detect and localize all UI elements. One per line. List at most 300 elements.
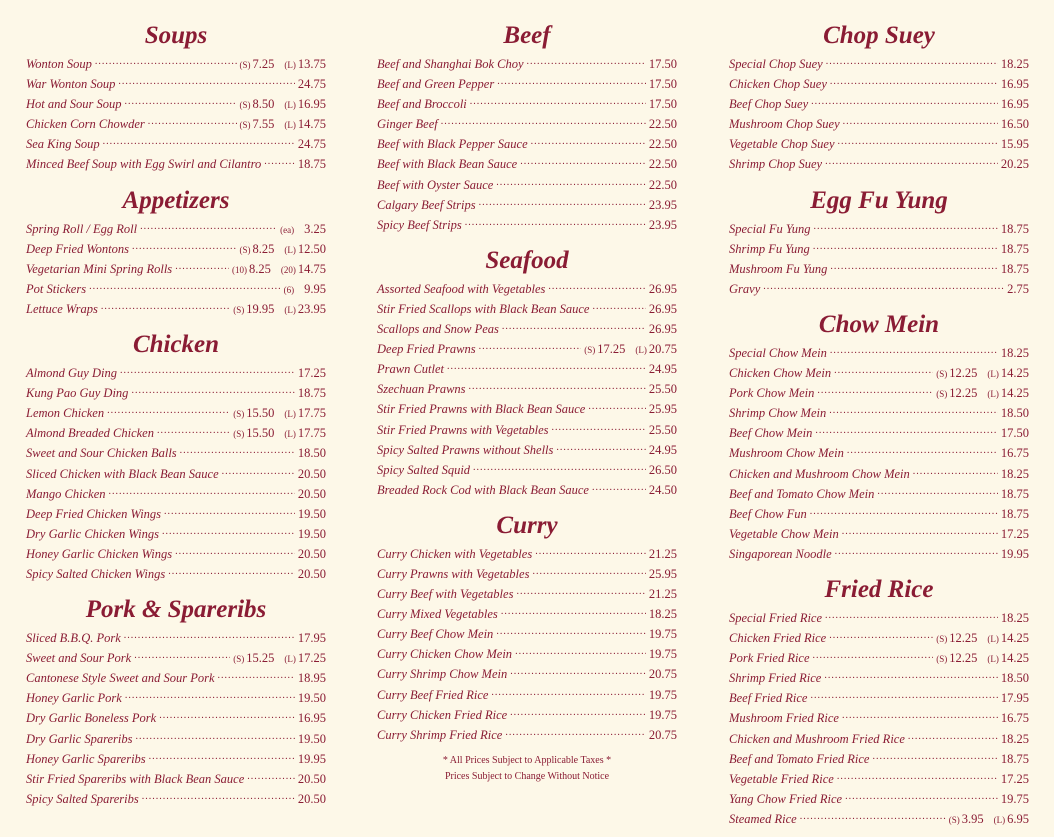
item-name: Special Fried Rice [729, 610, 823, 625]
menu-item [26, 154, 326, 174]
dot-leader [501, 604, 646, 618]
menu-item [377, 564, 677, 584]
menu-item [729, 809, 1029, 829]
item-price: 16.95 [1000, 97, 1029, 112]
item-name: Dry Garlic Chicken Wings [26, 526, 159, 541]
item-price: 17.95 [1000, 691, 1029, 706]
menu-item [26, 383, 326, 403]
item-name: Chicken Fried Rice [729, 631, 827, 646]
small-price [233, 648, 274, 669]
size-label-small: (S) [948, 814, 960, 825]
large-price-value: 13.75 [297, 57, 326, 71]
dot-leader [556, 440, 645, 454]
item-name: Gravy [729, 281, 761, 296]
item-name: Spicy Beef Strips [377, 217, 462, 232]
menu-item [729, 648, 1029, 668]
item-price: 15.95 [1000, 137, 1029, 152]
item-price: 22.50 [648, 137, 677, 152]
large-price [284, 403, 326, 424]
menu-item [377, 379, 677, 399]
menu-item [26, 789, 326, 809]
menu-item [729, 628, 1029, 648]
dot-leader [763, 279, 1004, 293]
item-name: Spicy Salted Chicken Wings [26, 566, 166, 581]
item-name: Stir Fried Prawns with Vegetables [377, 422, 549, 437]
menu-item [377, 440, 677, 460]
item-name: Shrimp Chop Suey [729, 157, 823, 172]
section-heading: Fried Rice [824, 575, 934, 603]
size-label-small: (S) [936, 654, 948, 665]
size-label-large: (L) [284, 244, 296, 255]
item-price: 17.25 [1000, 526, 1029, 541]
dot-leader [502, 319, 646, 333]
dot-leader [447, 359, 646, 373]
item-name: Special Fu Yung [729, 221, 811, 236]
item-price: 26.50 [648, 462, 677, 477]
menu-item [729, 708, 1029, 728]
portion-price-1 [232, 259, 271, 280]
menu-item [377, 460, 677, 480]
small-price-value: 12.25 [949, 651, 978, 666]
menu-item [729, 688, 1029, 708]
item-name: Sliced B.B.Q. Pork [26, 631, 121, 646]
item-price: 19.95 [297, 751, 326, 766]
menu-item [377, 299, 677, 319]
size-label-small: (S) [233, 429, 245, 440]
item-price: 16.75 [1000, 446, 1029, 461]
large-price-value: 23.95 [297, 301, 326, 316]
menu-item [377, 154, 677, 174]
item-name: Beef and Green Pepper [377, 77, 495, 92]
menu-item [729, 94, 1029, 114]
dot-leader [548, 279, 645, 293]
item-name: Szechuan Prawns [377, 382, 466, 397]
menu-item [729, 789, 1029, 809]
dot-leader [847, 443, 998, 457]
item-name: Yang Chow Fried Rice [729, 791, 843, 806]
dot-leader [124, 628, 295, 642]
item-name: War Wonton Soup [26, 77, 116, 92]
small-price [233, 299, 274, 320]
small-price [584, 339, 625, 360]
item-name: Mushroom Fried Rice [729, 711, 839, 726]
item-name: Shrimp Chow Mein [729, 406, 827, 421]
dot-leader [132, 239, 237, 253]
item-name: Mushroom Fu Yung [729, 261, 828, 276]
item-price: 25.95 [648, 566, 677, 581]
section-heading: Chicken [132, 331, 220, 359]
menu-item [729, 504, 1029, 524]
menu-item [729, 74, 1029, 94]
item-price: 20.50 [297, 466, 326, 481]
item-price: 19.75 [648, 647, 677, 662]
menu-item [26, 363, 326, 383]
item-price: 18.50 [1000, 671, 1029, 686]
item-name: Scallops and Snow Peas [377, 322, 499, 337]
large-price-value: 16.95 [297, 97, 326, 112]
dot-leader [109, 484, 295, 498]
item-name: Pork Fried Rice [729, 651, 810, 666]
size-label-large: (L) [284, 409, 296, 420]
item-name: Dry Garlic Spareribs [26, 731, 133, 746]
item-price: 19.50 [297, 506, 326, 521]
item-name: Beef Fried Rice [729, 691, 808, 706]
portion-price [284, 279, 326, 300]
menu-item [26, 524, 326, 544]
size-label-small: (S) [233, 654, 245, 665]
item-price: 20.50 [297, 771, 326, 786]
small-price-value: 12.25 [949, 386, 978, 401]
portion-label: (ea) [280, 224, 295, 235]
item-price: 18.50 [297, 446, 326, 461]
small-price [240, 239, 275, 260]
dot-leader [834, 363, 933, 377]
section-heading: Chow Mein [818, 310, 940, 338]
dot-leader [592, 299, 645, 313]
size-label-large: (L) [284, 654, 296, 665]
item-name: Assorted Seafood with Vegetables [377, 281, 546, 296]
portion-price [280, 219, 326, 240]
size-label-large: (L) [987, 654, 999, 665]
menu-item [377, 584, 677, 604]
item-name: Curry Chicken Fried Rice [377, 707, 508, 722]
size-label-small: (S) [233, 409, 245, 420]
dot-leader [592, 480, 646, 494]
item-name: Beef Chow Mein [729, 426, 813, 441]
small-price-value: 15.50 [246, 406, 275, 421]
menu-item [26, 628, 326, 648]
dot-leader [479, 195, 646, 209]
item-name: Stir Fried Spareribs with Black Bean Sauce [26, 771, 245, 786]
item-price: 23.95 [648, 217, 677, 232]
small-price-value: 15.50 [246, 426, 275, 441]
item-name: Honey Garlic Chicken Wings [26, 546, 173, 561]
large-price-value: 20.75 [648, 342, 677, 357]
item-name: Curry Chicken with Vegetables [377, 546, 533, 561]
item-price: 26.95 [648, 281, 677, 296]
item-name: Pot Stickers [26, 281, 87, 296]
item-price: 18.75 [1000, 241, 1029, 256]
item-name: Calgary Beef Strips [377, 197, 476, 212]
section-heading: Soups [144, 22, 208, 49]
item-name: Beef with Black Pepper Sauce [377, 137, 528, 152]
item-name: Lemon Chicken [26, 406, 105, 421]
size-label-small: (S) [936, 634, 948, 645]
item-name: Vegetarian Mini Spring Rolls [26, 261, 173, 276]
item-price: 16.50 [1000, 117, 1029, 132]
item-price: 25.50 [648, 382, 677, 397]
menu-item [26, 729, 326, 749]
dot-leader [120, 363, 295, 377]
dot-leader [222, 464, 295, 478]
item-price: 3.25 [304, 221, 326, 236]
menu-item [377, 685, 677, 705]
menu-item [377, 319, 677, 339]
menu-item [377, 339, 677, 359]
item-price: 20.50 [297, 486, 326, 501]
dot-leader [842, 708, 998, 722]
large-price [284, 114, 326, 135]
dot-leader [175, 259, 229, 273]
item-name: Shrimp Fu Yung [729, 241, 810, 256]
dot-leader [89, 279, 281, 293]
item-price: 20.50 [297, 791, 326, 806]
dot-leader [497, 74, 646, 88]
menu-column-left [26, 18, 326, 817]
menu-footer [377, 753, 677, 785]
dot-leader [837, 769, 998, 783]
dot-leader [164, 504, 295, 518]
dot-leader [175, 544, 295, 558]
item-price: 22.50 [648, 117, 677, 132]
item-name: Sea King Soup [26, 137, 100, 152]
dot-leader [531, 134, 646, 148]
menu-item [729, 729, 1029, 749]
item-name: Honey Garlic Spareribs [26, 751, 146, 766]
item-name: Cantonese Style Sweet and Sour Pork [26, 671, 215, 686]
item-price: 22.50 [648, 157, 677, 172]
dot-leader [510, 705, 646, 719]
dot-leader [470, 94, 646, 108]
menu-item [26, 544, 326, 564]
item-price: 20.50 [297, 546, 326, 561]
item-price: 24.95 [648, 442, 677, 457]
item-name: Beef Chow Fun [729, 506, 807, 521]
menu-item [729, 403, 1029, 423]
dot-leader [825, 608, 998, 622]
size-label-large: (L) [987, 634, 999, 645]
price-change-notice: Prices Subject to Change Without Notice [444, 770, 610, 782]
item-price: 19.75 [648, 707, 677, 722]
item-name: Deep Fried Prawns [377, 342, 476, 357]
menu-item [729, 383, 1029, 403]
dot-leader [817, 383, 933, 397]
large-price [987, 628, 1029, 649]
item-price: 16.75 [1000, 711, 1029, 726]
dot-leader [505, 725, 646, 739]
dot-leader [913, 464, 998, 478]
menu-column-right [729, 18, 1029, 837]
menu-item [377, 399, 677, 419]
menu-item [377, 604, 677, 624]
dot-leader [800, 809, 946, 823]
dot-leader [479, 339, 582, 353]
menu-item [26, 708, 326, 728]
size-label-small: (S) [239, 244, 251, 255]
item-price: 17.50 [1000, 426, 1029, 441]
large-price-value: 14.25 [1000, 366, 1029, 381]
item-name: Kung Pao Guy Ding [26, 386, 129, 401]
item-name: Mushroom Chop Suey [729, 117, 840, 132]
menu-item [729, 219, 1029, 239]
menu-section-fried-rice [729, 572, 1029, 829]
item-name: Spicy Salted Spareribs [26, 791, 139, 806]
menu-section-soups [26, 18, 326, 175]
menu-item [729, 54, 1029, 74]
item-name: Mango Chicken [26, 486, 106, 501]
item-price: 21.25 [648, 546, 677, 561]
menu-section-chicken [26, 327, 326, 584]
section-heading: Egg Fu Yung [810, 186, 948, 214]
large-price [987, 648, 1029, 669]
menu-item [377, 215, 677, 235]
menu-item [377, 644, 677, 664]
dot-leader [148, 114, 237, 128]
item-name: Wonton Soup [26, 57, 92, 71]
dot-leader [826, 54, 998, 68]
dot-leader [118, 74, 295, 88]
item-price: 25.50 [648, 422, 677, 437]
portion-price-value: 14.75 [297, 261, 326, 276]
menu-item [26, 54, 326, 74]
large-price-value: 14.75 [297, 117, 326, 132]
dot-leader [830, 343, 998, 357]
item-name: Vegetable Chow Mein [729, 526, 839, 541]
item-name: Minced Beef Soup with Egg Swirl and Cilantro [26, 157, 262, 172]
large-price-value: 14.25 [1000, 631, 1029, 646]
item-price: 20.75 [648, 727, 677, 742]
item-price: 18.75 [1000, 261, 1029, 276]
item-name: Chicken and Mushroom Chow Mein [729, 466, 910, 481]
item-price: 22.50 [648, 177, 677, 192]
item-name: Deep Fried Wontons [26, 241, 129, 256]
dot-leader [125, 94, 237, 108]
menu-item [26, 749, 326, 769]
item-price: 17.50 [648, 57, 677, 71]
menu-section-egg-fu-yung [729, 183, 1029, 299]
item-name: Deep Fried Chicken Wings [26, 506, 162, 521]
item-name: Pork Chow Mein [729, 386, 815, 401]
large-price-value: 17.25 [297, 651, 326, 666]
dot-leader [510, 664, 646, 678]
menu-item [377, 725, 677, 745]
dot-leader [873, 749, 998, 763]
menu-section-seafood [377, 243, 677, 500]
item-price: 9.95 [304, 281, 326, 296]
menu-item [729, 134, 1029, 154]
item-name: Beef and Tomato Chow Mein [729, 486, 875, 501]
item-name: Special Chop Suey [729, 57, 823, 71]
dot-leader [829, 628, 933, 642]
dot-leader [532, 564, 645, 578]
large-price [284, 299, 326, 320]
dot-leader [496, 624, 646, 638]
size-label-small: (S) [239, 120, 251, 131]
dot-leader [149, 749, 295, 763]
menu-item [377, 195, 677, 215]
size-label-small: (S) [239, 60, 251, 70]
dot-leader [162, 524, 295, 538]
menu-section-pork-and-spareribs [26, 592, 326, 809]
item-name: Beef and Shanghai Bok Choy [377, 57, 524, 71]
item-name: Curry Prawns with Vegetables [377, 566, 530, 581]
menu-item [729, 608, 1029, 628]
dot-leader [247, 769, 295, 783]
item-name: Lettuce Wraps [26, 301, 98, 316]
item-price: 18.75 [1000, 486, 1029, 501]
menu-item [26, 299, 326, 319]
menu-item [729, 668, 1029, 688]
large-price [284, 54, 326, 75]
item-price: 17.25 [297, 366, 326, 381]
portion-label: (6) [283, 284, 295, 295]
dot-leader [496, 175, 646, 189]
item-name: Beef with Black Bean Sauce [377, 157, 518, 172]
menu-item [26, 464, 326, 484]
menu-item [26, 259, 326, 279]
size-label-large: (L) [284, 429, 296, 440]
item-price: 24.75 [297, 77, 326, 92]
dot-leader [810, 504, 998, 518]
item-name: Chicken Corn Chowder [26, 117, 145, 132]
large-price [994, 809, 1029, 830]
dot-leader [491, 685, 645, 699]
large-price [635, 339, 677, 360]
menu-item [377, 705, 677, 725]
dot-leader [107, 403, 230, 417]
menu-item [26, 484, 326, 504]
small-price-value: 19.95 [246, 301, 275, 316]
dot-leader [157, 423, 230, 437]
item-name: Beef and Tomato Fried Rice [729, 751, 870, 766]
item-name: Shrimp Fried Rice [729, 671, 822, 686]
size-label-large: (L) [284, 120, 296, 131]
menu-item [26, 219, 326, 239]
item-name: Spring Roll / Egg Roll [26, 221, 138, 236]
item-price: 18.75 [1000, 506, 1029, 521]
dot-leader [95, 54, 237, 68]
item-price: 18.25 [1000, 610, 1029, 625]
small-price-value: 12.25 [949, 631, 978, 646]
item-price: 24.75 [297, 137, 326, 152]
small-price-value: 8.50 [252, 97, 275, 112]
portion-label: (20) [280, 264, 296, 275]
menu-item [729, 443, 1029, 463]
dot-leader [264, 154, 295, 168]
dot-leader [159, 708, 295, 722]
dot-leader [825, 154, 998, 168]
item-price: 18.75 [1000, 221, 1029, 236]
item-name: Spicy Salted Prawns without Shells [377, 442, 554, 457]
dot-leader [473, 460, 646, 474]
item-name: Prawn Cutlet [377, 362, 445, 377]
small-price [233, 403, 274, 424]
dot-leader [135, 729, 294, 743]
size-label-small: (S) [584, 345, 596, 356]
small-price [949, 809, 984, 830]
small-price [936, 628, 977, 649]
menu-item [26, 443, 326, 463]
menu-item [377, 175, 677, 195]
dot-leader [908, 729, 998, 743]
menu-item [377, 480, 677, 500]
dot-leader [813, 239, 998, 253]
item-price: 17.50 [648, 77, 677, 92]
dot-leader [552, 420, 646, 434]
menu-section-chow-mein [729, 307, 1029, 564]
item-price: 16.95 [1000, 77, 1029, 92]
section-heading: Seafood [485, 246, 569, 274]
item-price: 16.95 [297, 711, 326, 726]
item-price: 20.50 [297, 566, 326, 581]
portion-price-value: 8.25 [249, 261, 271, 276]
small-price-value: 17.25 [597, 342, 626, 357]
item-price: 18.25 [1000, 345, 1029, 360]
item-price: 20.75 [648, 667, 677, 682]
menu-item [377, 54, 677, 74]
large-price-value: 14.25 [1000, 386, 1029, 401]
section-heading: Appetizers [122, 186, 230, 214]
